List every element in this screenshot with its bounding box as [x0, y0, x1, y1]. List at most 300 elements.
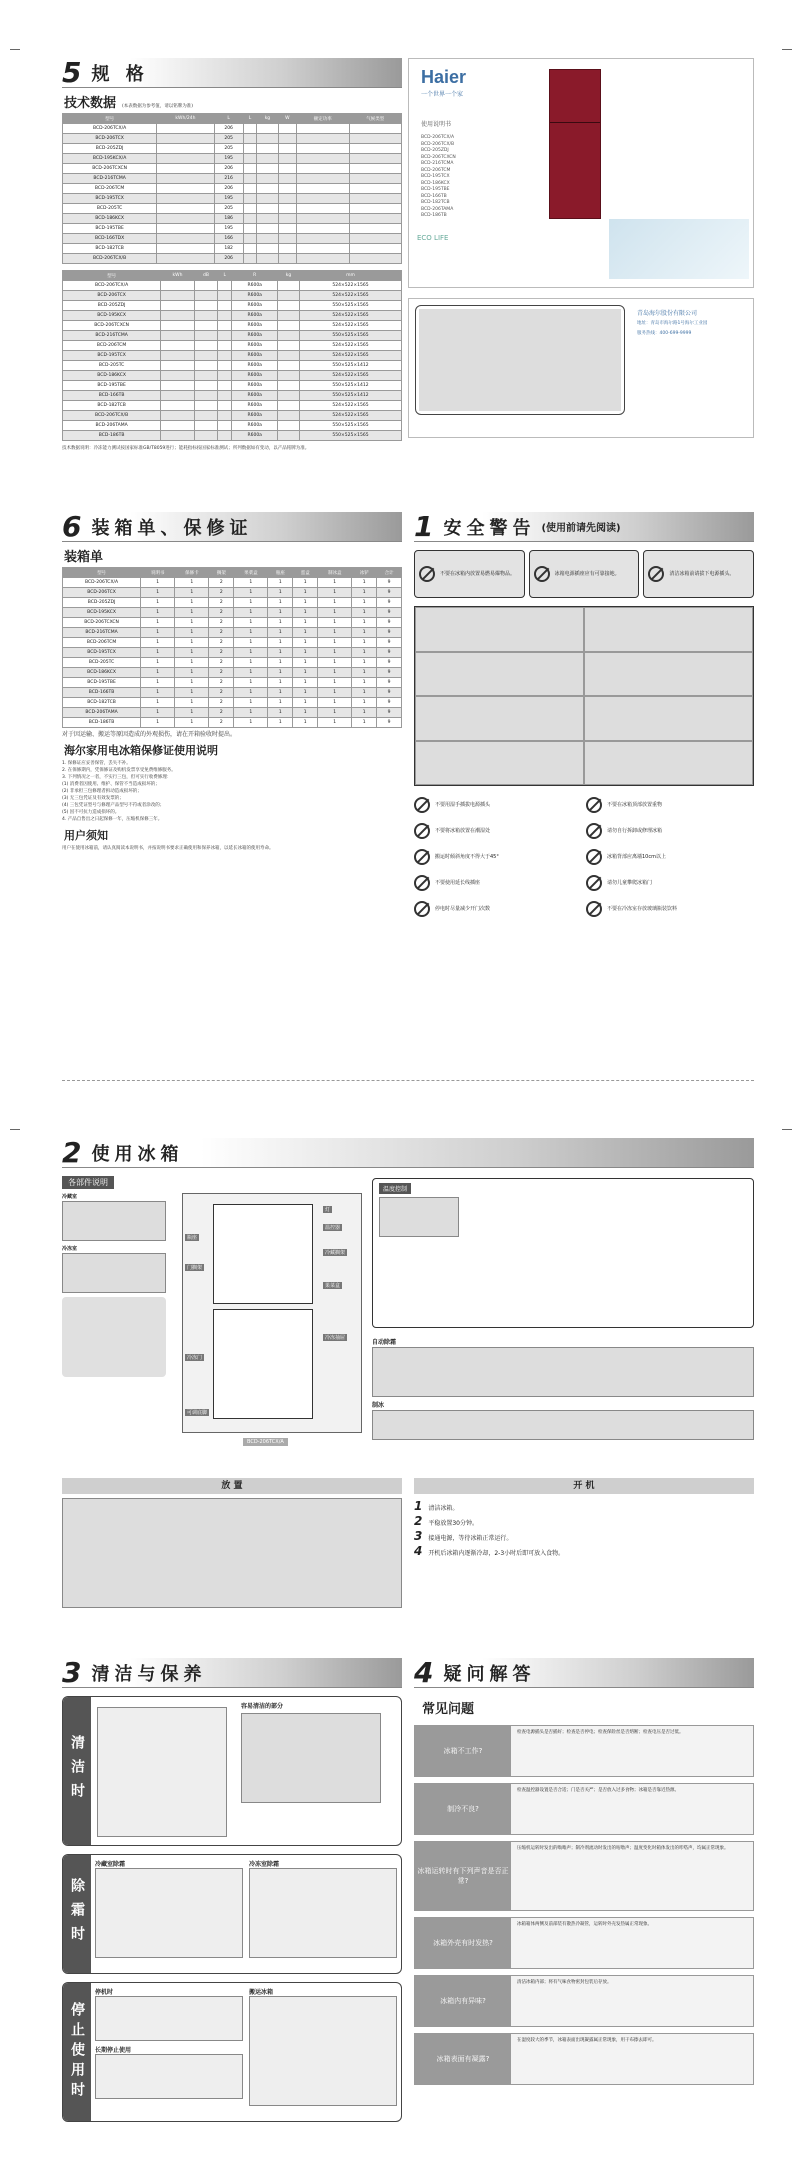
- spec-model: BCD-206TCX/A: [63, 281, 161, 291]
- pack-cell: 1: [268, 588, 293, 598]
- pack-row: [63, 678, 402, 688]
- warranty-notice: [415, 305, 625, 415]
- pack-cell: 9: [377, 708, 402, 718]
- diagram-label: 冷藏搁架: [325, 1250, 346, 1256]
- warning-text: 冰箱电源插座应有可靠接地。: [554, 570, 620, 577]
- pack-cell: 1: [268, 628, 293, 638]
- diagram-label: 冷冻门: [187, 1355, 203, 1361]
- parts-title: 各部件说明: [62, 1176, 114, 1189]
- pack-cell: BCD-205TC: [63, 658, 141, 668]
- fridge-label: 冷藏室: [62, 1194, 78, 1200]
- pack-row: [63, 668, 402, 678]
- faq-question: 冰箱表面有凝露?: [415, 2034, 511, 2084]
- spec-cell: [157, 234, 214, 244]
- pack-cell: 1: [268, 608, 293, 618]
- note-block: [62, 1253, 166, 1293]
- prohibition-text: 停电时尽量减少开门次数: [435, 905, 491, 912]
- prohibit-icon: [414, 797, 430, 813]
- pack-cell: 1: [293, 648, 318, 658]
- faq-answer: 检查电源插头是否插好；检查是否停电；检查保险丝是否熔断；检查电压是否过低。: [511, 1726, 753, 1776]
- spec-size: 550×525×1565: [300, 331, 402, 341]
- section-3: [62, 1658, 402, 2128]
- prohibition-item: [586, 898, 754, 920]
- spec-refrigerant: R600a: [232, 281, 278, 291]
- pack-cell: 1: [234, 688, 268, 698]
- spec-cell: [277, 421, 299, 431]
- pack-cell: 1: [352, 628, 377, 638]
- section-title: 规 格: [91, 63, 149, 85]
- warranty-line: (2) 非承担三包修理者拆动造成损坏的；: [62, 789, 142, 794]
- spec-cell: [277, 411, 299, 421]
- cover-model: BCD-216TCMA: [421, 161, 454, 166]
- pack-cell: 1: [352, 698, 377, 708]
- prohibition-item: [586, 820, 754, 842]
- spec-cell: [194, 381, 217, 391]
- spec-table-2: 型号 kWh dB L R kg mm BCD-206TCX/A R600a 524×522×1565 BCD-206TCX R600a 524×522×1565 BCD-205ZDJ R600a 550×525×1565 BCD-195KCX R600a 524×522×1565 BCD-206TCXCN R600a 524×522×1565 BCD-216TCMA R600a 550×525×1565 BCD-206TCM R600a 524×522×1565 BCD-195TCX R600a 524×522×1565 BCD-205TC R600a 550×525×1412 BCD-186KCX R600a 524×522×1565 BCD-195TBE R600a 550×525×1412 BCD-166TB R600a 550×525×1412 BCD-182TCB R600a 524×522×1565 BCD-206TCX/B R600a 524×522×1565 BCD-206TAMA R600a 550×525×1565 BCD-186TB R600a 550×525×1565: [62, 270, 402, 441]
- spec-cell: [349, 224, 401, 234]
- spec-cell: [277, 391, 299, 401]
- spec-cell: [257, 234, 278, 244]
- clean-block: [62, 1696, 402, 1846]
- pack-cell: 1: [268, 688, 293, 698]
- pack-cell: 2: [209, 588, 234, 598]
- spec-cell: [278, 134, 297, 144]
- pack-cell: 1: [234, 648, 268, 658]
- pack-cell: 1: [352, 688, 377, 698]
- spec-cell: [161, 371, 195, 381]
- col-model: 型号: [63, 114, 157, 124]
- pack-row: [63, 598, 402, 608]
- spec-size: 550×525×1412: [300, 391, 402, 401]
- spec-cell: [277, 371, 299, 381]
- spec-cell: [157, 174, 214, 184]
- warning-box: [414, 550, 525, 598]
- pack-cell: 1: [141, 658, 175, 668]
- spec-title: 技术数据: [64, 96, 117, 111]
- haier-logo: Haier: [421, 67, 467, 87]
- spec-cell: [257, 194, 278, 204]
- spec-cell: [278, 154, 297, 164]
- spec-cell: [349, 124, 401, 134]
- cover-model: BCD-195TBE: [421, 187, 450, 192]
- spec-refrigerant: R600a: [232, 341, 278, 351]
- company-info: [637, 309, 707, 339]
- spec-cell: [161, 351, 195, 361]
- pack-cell: 1: [318, 638, 352, 648]
- spec-model: BCD-206TCM: [63, 341, 161, 351]
- spec-cell: [349, 134, 401, 144]
- spec-cell: [243, 254, 257, 264]
- section-5: [62, 58, 754, 498]
- spec-cell: [157, 194, 214, 204]
- pack-cell: 1: [234, 698, 268, 708]
- pack-header: 说明书: [141, 568, 175, 578]
- spec-cell: [218, 351, 232, 361]
- spec-cell: [257, 254, 278, 264]
- spec-cell: 195: [214, 154, 243, 164]
- warranty-title: 海尔家用电冰箱保修证使用说明: [64, 744, 218, 757]
- pack-cell: 1: [293, 718, 318, 728]
- pack-cell: 1: [141, 628, 175, 638]
- pack-cell: 1: [175, 698, 209, 708]
- spec-cell: [161, 431, 195, 441]
- faq-row: [414, 1783, 754, 1835]
- prohibition-text: 不要将冰箱放置在潮湿处: [435, 827, 491, 834]
- spec-row: [63, 134, 402, 144]
- faq-row: [414, 2033, 754, 2085]
- illustration: [415, 741, 584, 786]
- spec-cell: [161, 291, 195, 301]
- pack-cell: 1: [141, 678, 175, 688]
- spec-cell: [157, 224, 214, 234]
- prohibition-text: 不要用湿手插拔电源插头: [435, 801, 491, 808]
- pack-cell: 1: [141, 688, 175, 698]
- spec-refrigerant: R600a: [232, 321, 278, 331]
- faq-question: 冰箱不工作?: [415, 1726, 511, 1776]
- fridge-photo: [549, 69, 601, 219]
- pack-header: 搁架: [209, 568, 234, 578]
- diagram-label: 灯: [325, 1207, 331, 1213]
- section-number: 3: [62, 1656, 82, 1689]
- note-block: [372, 1347, 754, 1397]
- spec-cell: [218, 411, 232, 421]
- spec-cell: [157, 184, 214, 194]
- manual-label: 使用说明书: [421, 121, 452, 128]
- spec-model: BCD-206TCX/B: [63, 254, 157, 264]
- spec-cell: [349, 194, 401, 204]
- prohibition-text: 请勿自行拆卸或修理冰箱: [607, 827, 663, 834]
- spec-cell: [161, 401, 195, 411]
- spec-cell: [277, 301, 299, 311]
- tip-box: [62, 1297, 166, 1377]
- spec-model: BCD-182TCB: [63, 401, 161, 411]
- spec-model: BCD-166TB: [63, 391, 161, 401]
- note-block: [95, 2054, 243, 2099]
- pack-cell: 1: [318, 668, 352, 678]
- section-title: 清洁与保养: [91, 1663, 207, 1685]
- fridge-diagram: [182, 1193, 362, 1445]
- pack-header: 制冰盒: [318, 568, 352, 578]
- section-6-header: [62, 512, 402, 542]
- spec-size: 550×525×1565: [300, 301, 402, 311]
- spec-row: [63, 321, 402, 331]
- spec-cell: 195: [214, 224, 243, 234]
- spec-size: 524×522×1565: [300, 281, 402, 291]
- pack-cell: 1: [293, 578, 318, 588]
- spec-cell: [194, 371, 217, 381]
- faq-answer: 压缩机运转时发出的嗡嗡声；制冷剂流动时发出的咕噜声；温度变化时箱体发出的咔嗒声，均属正常现象。: [511, 1842, 753, 1910]
- pack-cell: 1: [293, 618, 318, 628]
- spec-cell: [297, 204, 349, 214]
- pack-cell: 1: [268, 648, 293, 658]
- spec-cell: [257, 124, 278, 134]
- cover-panel: [408, 58, 754, 288]
- pack-cell: 1: [268, 658, 293, 668]
- faq-row: [414, 1841, 754, 1911]
- pack-row: [63, 658, 402, 668]
- pack-cell: 1: [175, 718, 209, 728]
- spec-cell: [161, 381, 195, 391]
- spec-row: [63, 144, 402, 154]
- spec-size: 550×525×1565: [300, 431, 402, 441]
- spec-size: 524×522×1565: [300, 351, 402, 361]
- spec-size: 524×522×1565: [300, 401, 402, 411]
- spec-cell: [194, 431, 217, 441]
- pack-cell: 9: [377, 718, 402, 728]
- pack-header: 瓶座: [268, 568, 293, 578]
- section-1: [414, 512, 754, 952]
- spec-cell: 216: [214, 174, 243, 184]
- spec-cell: [277, 381, 299, 391]
- spec-model: BCD-205TC: [63, 204, 157, 214]
- pack-cell: 2: [209, 688, 234, 698]
- note-block: [249, 1996, 397, 2106]
- illustration: [584, 696, 753, 741]
- spec-cell: [349, 234, 401, 244]
- pack-cell: 9: [377, 628, 402, 638]
- spec-row: [63, 194, 402, 204]
- pack-cell: 1: [175, 618, 209, 628]
- prohibit-icon: [586, 875, 602, 891]
- spec-size: 524×522×1565: [300, 341, 402, 351]
- pack-cell: BCD-166TB: [63, 688, 141, 698]
- spec-row: [63, 154, 402, 164]
- spec-row: [63, 371, 402, 381]
- spec-row: [63, 281, 402, 291]
- placement-illustration: [62, 1498, 402, 1608]
- pack-cell: 1: [318, 618, 352, 628]
- pack-header: 型号: [63, 568, 141, 578]
- prohibition-text: 冰箱背部应离墙10cm以上: [607, 853, 666, 860]
- spec-cell: [278, 124, 297, 134]
- pack-cell: 1: [175, 598, 209, 608]
- pack-cell: 9: [377, 688, 402, 698]
- spec-model: BCD-206TCX: [63, 291, 161, 301]
- spec-cell: [257, 244, 278, 254]
- spec-cell: [194, 341, 217, 351]
- pack-cell: 1: [268, 598, 293, 608]
- prohibit-icon: [534, 566, 550, 582]
- pack-cell: 1: [352, 618, 377, 628]
- ice-label: 制冰: [372, 1402, 385, 1409]
- spec-cell: [277, 281, 299, 291]
- pack-cell: 1: [352, 718, 377, 728]
- defrost-tab: [63, 1855, 91, 1973]
- spec-cell: [243, 214, 257, 224]
- spec-cell: [218, 331, 232, 341]
- spec-cell: [218, 321, 232, 331]
- pack-cell: 2: [209, 618, 234, 628]
- pack-cell: 2: [209, 668, 234, 678]
- illustration: [584, 652, 753, 697]
- prohibit-icon: [414, 875, 430, 891]
- spec-model: BCD-195TCX: [63, 194, 157, 204]
- spec-cell: [218, 361, 232, 371]
- pack-cell: 1: [318, 578, 352, 588]
- faq-row: [414, 1975, 754, 2027]
- crop-mark: [10, 40, 20, 50]
- prohibition-text: 请勿儿童攀爬冰箱门: [607, 879, 653, 886]
- spec-cell: [161, 301, 195, 311]
- temp-control-box: [372, 1178, 754, 1328]
- pack-cell: BCD-195TBE: [63, 678, 141, 688]
- spec-cell: [218, 401, 232, 411]
- pack-cell: 1: [318, 708, 352, 718]
- eco-life-logo: ECO LIFE: [417, 234, 449, 242]
- spec-cell: [278, 224, 297, 234]
- pack-cell: 9: [377, 598, 402, 608]
- spec-model: BCD-206TCX/B: [63, 411, 161, 421]
- pack-cell: 1: [268, 678, 293, 688]
- clean-label: 清洁时: [69, 1735, 85, 1807]
- faq-answer: 冰箱箱体两侧及前部装有散热冷凝管，运转时外壳发热属正常现象。: [511, 1918, 753, 1968]
- pack-header: 冰铲: [352, 568, 377, 578]
- spec-cell: 206: [214, 164, 243, 174]
- spec-row: [63, 391, 402, 401]
- pack-cell: 2: [209, 708, 234, 718]
- long-stop-title: 长期停止使用: [95, 2047, 132, 2054]
- warranty-line: 2. 在保修期内，凭保修证及购机发票享受免费维修服务。: [62, 768, 176, 773]
- defrost-block: [62, 1854, 402, 1974]
- spec-cell: [194, 401, 217, 411]
- company-hotline: 服务热线：400-699-9999: [637, 331, 692, 336]
- spec-cell: [277, 321, 299, 331]
- freezer-label: 冷冻室: [62, 1246, 78, 1252]
- spec-cell: [194, 391, 217, 401]
- spec-cell: [257, 144, 278, 154]
- spec-cell: 206: [214, 124, 243, 134]
- pack-cell: 1: [268, 718, 293, 728]
- warning-box: [643, 550, 754, 598]
- spec-model: BCD-205TC: [63, 361, 161, 371]
- spec-cell: 205: [214, 204, 243, 214]
- spec-model: BCD-182TCB: [63, 244, 157, 254]
- spec-cell: [218, 371, 232, 381]
- spec-row: [63, 124, 402, 134]
- prohibition-text: 不要在冷冻室存放玻璃瓶装饮料: [607, 905, 678, 912]
- pack-cell: BCD-186TB: [63, 718, 141, 728]
- spec-cell: [218, 431, 232, 441]
- step-number: 4: [414, 1544, 423, 1558]
- spec-cell: [218, 421, 232, 431]
- spec-cell: [194, 321, 217, 331]
- pack-cell: 2: [209, 628, 234, 638]
- warranty-line: 3. 下列情况之一者，不实行三包，但可实行收费修理：: [62, 775, 172, 780]
- pack-cell: 1: [141, 648, 175, 658]
- spec-cell: [297, 154, 349, 164]
- spec-cell: [277, 341, 299, 351]
- spec-cell: [277, 351, 299, 361]
- pack-cell: 1: [352, 608, 377, 618]
- pack-cell: 1: [234, 598, 268, 608]
- step-number: 3: [414, 1529, 423, 1543]
- pack-cell: 2: [209, 598, 234, 608]
- spec-cell: [277, 431, 299, 441]
- spec-cell: [277, 331, 299, 341]
- pack-cell: 1: [293, 638, 318, 648]
- cover-model: BCD-186KCX: [421, 180, 450, 186]
- spec-cell: [297, 244, 349, 254]
- step-text: 清洁冰箱。: [428, 1505, 459, 1512]
- section-number: 4: [414, 1656, 434, 1689]
- spec-cell: [161, 311, 195, 321]
- prohibit-icon: [586, 849, 602, 865]
- spec-size: 550×525×1565: [300, 421, 402, 431]
- feature-list: [372, 1338, 754, 1440]
- clean-notes: [97, 1707, 227, 1837]
- spec-cell: 186: [214, 214, 243, 224]
- section-4-header: [414, 1658, 754, 1688]
- pack-cell: 1: [352, 648, 377, 658]
- stop-tab: [63, 1983, 91, 2121]
- spec-cell: [243, 204, 257, 214]
- pack-row: [63, 688, 402, 698]
- spec-row: [63, 224, 402, 234]
- pack-cell: 1: [318, 688, 352, 698]
- spec-row: [63, 351, 402, 361]
- spec-model: BCD-166TDX: [63, 234, 157, 244]
- pack-cell: 1: [175, 668, 209, 678]
- section-1-header: [414, 512, 754, 542]
- pack-cell: 1: [318, 658, 352, 668]
- illustration: [415, 696, 584, 741]
- pack-cell: BCD-216TCMA: [63, 628, 141, 638]
- crop-mark: [782, 1120, 792, 1130]
- prohibition-item: [586, 846, 754, 868]
- step-number: 1: [414, 1499, 423, 1513]
- clean-parts-title: 容易清洁的部分: [241, 1703, 284, 1710]
- pack-cell: 1: [268, 578, 293, 588]
- spec-refrigerant: R600a: [232, 311, 278, 321]
- spec-model: BCD-216TCMA: [63, 331, 161, 341]
- pack-cell: 1: [293, 698, 318, 708]
- freezer-defrost-title: 冷冻室除霜: [249, 1861, 280, 1868]
- illustration: [584, 607, 753, 652]
- packing-list-title: 装箱单: [64, 550, 104, 565]
- note-block: [62, 1201, 166, 1241]
- faq-question: 冰箱运转时有下列声音是否正常?: [415, 1842, 511, 1910]
- clean-illustration: [241, 1713, 381, 1803]
- spec-row: [63, 204, 402, 214]
- pack-cell: 1: [268, 638, 293, 648]
- spec-cell: [257, 184, 278, 194]
- spec-cell: [349, 164, 401, 174]
- spec-refrigerant: R600a: [232, 431, 278, 441]
- pack-cell: 9: [377, 648, 402, 658]
- pack-row: [63, 708, 402, 718]
- spec-cell: [349, 184, 401, 194]
- spec-cell: [257, 224, 278, 234]
- pack-cell: 1: [141, 578, 175, 588]
- pack-cell: 1: [234, 618, 268, 628]
- prohibit-icon: [586, 823, 602, 839]
- pack-cell: 9: [377, 608, 402, 618]
- section-number: 1: [414, 510, 434, 543]
- spec-footnote: 技术数据说明：冷冻能力测试按国家标准GB/T8059进行；能耗指标按国家标准测试；所列数据如有变动，以产品铭牌为准。: [62, 446, 310, 451]
- pack-cell: 1: [175, 608, 209, 618]
- spec-cell: [278, 174, 297, 184]
- spec-refrigerant: R600a: [232, 291, 278, 301]
- cover-model: BCD-186TB: [421, 213, 447, 218]
- spec-cell: [243, 234, 257, 244]
- pack-cell: 9: [377, 588, 402, 598]
- section-subtitle: (使用前请先阅读): [541, 523, 621, 534]
- pack-cell: 1: [293, 708, 318, 718]
- spec-refrigerant: R600a: [232, 351, 278, 361]
- spec-cell: [257, 134, 278, 144]
- pack-cell: BCD-205ZDJ: [63, 598, 141, 608]
- pack-cell: BCD-195TCX: [63, 648, 141, 658]
